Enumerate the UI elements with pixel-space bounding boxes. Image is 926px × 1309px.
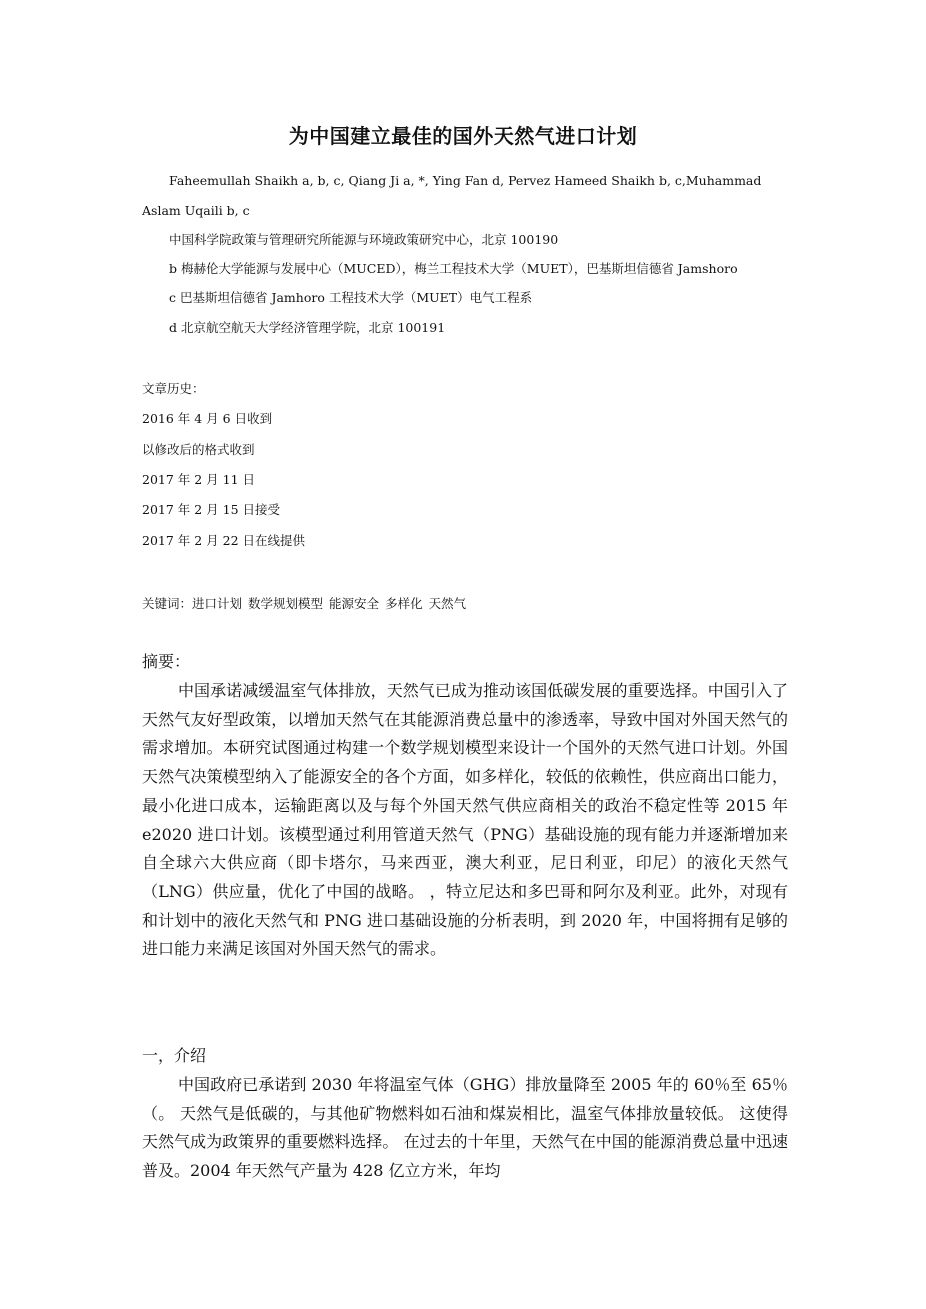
keyword-item: 数学规划模型 — [248, 596, 324, 611]
affiliation-a: 中国科学院政策与管理研究所能源与环境政策研究中心，北京 100190 — [169, 232, 559, 247]
author-list: Faheemullah Shaikh a, b, c, Qiang Ji a, *, Ying Fan d, Pervez Hameed Shaikh b, c,Muhammad Aslam Uqaili b, c — [142, 173, 762, 218]
keywords-line — [142, 594, 472, 612]
affiliation-d: d 北京航空航天大学经济管理学院，北京 100191 — [169, 320, 446, 335]
keyword-item: 进口计划 — [192, 596, 243, 611]
affiliation-b: b 梅赫伦大学能源与发展中心（MUCED），梅兰工程技术大学（MUET），巴基斯坦信德省 Jamshoro — [169, 261, 738, 276]
history-online: 2017 年 2 月 22 日在线提供 — [142, 533, 306, 548]
history-received: 2016 年 4 月 6 日收到 — [142, 411, 273, 426]
history-accepted: 2017 年 2 月 15 日接受 — [142, 502, 281, 517]
abstract-text: 中国承诺减缓温室气体排放，天然气已成为推动该国低碳发展的重要选择。中国引入了天然气友好型政策，以增加天然气在其能源消费总量中的渗透率，导致中国对外国天然气的需求增加。本研究试图通过构建一个数学规划模型来设计一个国外的天然气进口计划。外国天然气决策模型纳入了能源安全的各个方面，如多样化，较低的依赖性，供应商出口能力，最小化进口成本，运输距离以及与每个外国天然气供应商相关的政治不稳定性等 2015 年 e2020 进口计划。该模型通过利用管道天然气（PNG）基础设施的现有能力并逐渐增加来自全球六大供应商（即卡塔尔，马来西亚，澳大利亚，尼日利亚，印尼）的液化天然气（LNG）供应量，优化了中国的战略。 ，特立尼达和多巴哥和阿尔及利亚。此外，对现有和计划中的液化天然气和 PNG 进口基础设施的分析表明，到 2020 年，中国将拥有足够的进口能力来满足该国对外国天然气的需求。 — [142, 681, 788, 959]
keyword-item: 多样化 — [385, 596, 423, 611]
introduction-text: 中国政府已承诺到 2030 年将温室气体（GHG）排放量降至 2005 年的 60％至 65％（。 天然气是低碳的，与其他矿物燃料如石油和煤炭相比，温室气体排放量较低。 这使得天然气成为政策界的重要燃料选择。 在过去的十年里，天然气在中国的能源消费总量中迅速普及。2004 年天然气产量为 428 亿立方米，年均 — [142, 1075, 788, 1181]
history-revised-date: 2017 年 2 月 11 日 — [142, 472, 256, 487]
paper-title: 为中国建立最佳的国外天然气进口计划 — [288, 124, 638, 148]
keywords-label: 关键词： — [142, 596, 193, 611]
history-revised-label: 以修改后的格式收到 — [142, 442, 255, 457]
keyword-item: 能源安全 — [329, 596, 380, 611]
affiliation-c: c 巴基斯坦信德省 Jamhoro 工程技术大学（MUET）电气工程系 — [169, 290, 533, 305]
article-history-heading: 文章历史： — [142, 381, 205, 396]
section-heading-introduction: 一，介绍 — [142, 1046, 207, 1065]
abstract-heading: 摘要： — [142, 652, 191, 671]
keyword-item: 天然气 — [428, 596, 467, 611]
